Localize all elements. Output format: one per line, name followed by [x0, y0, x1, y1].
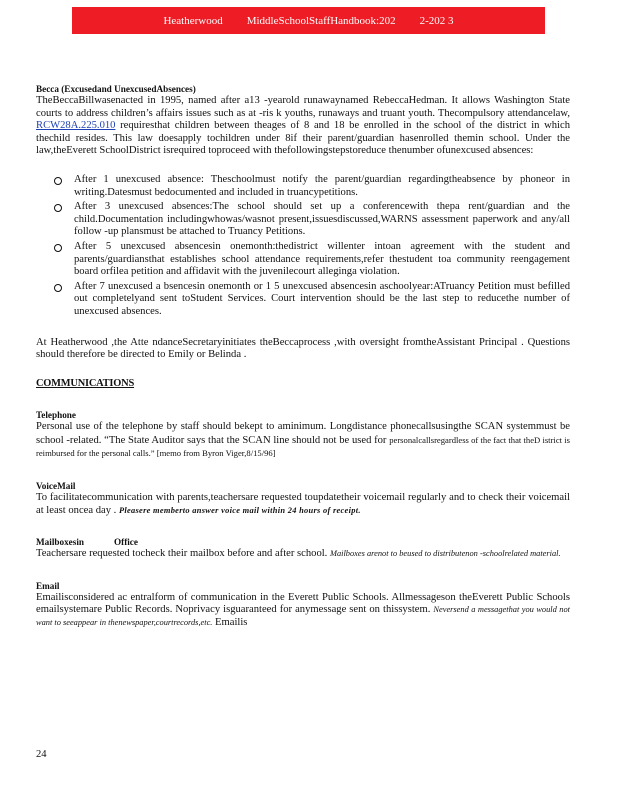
mailbox-paragraph: Teachersare requested tocheck their mailbox before and after school. Mailboxes arenot to beused to distributenon -schoolrelated material. — [36, 548, 561, 560]
circle-bullet-icon — [54, 204, 62, 212]
page-number: 24 — [36, 749, 47, 760]
header-year: 2-202 3 — [419, 14, 454, 27]
circle-bullet-icon — [54, 177, 62, 185]
page-content — [36, 84, 570, 630]
header-handbook-title: MiddleSchoolStaffHandbook:202 — [246, 14, 396, 27]
list-item: After 7 unexcused a bsencesin onemonth or 1 5 unexcused absencesin aschoolyear:ATruancy Petition must befilled out completelyand sent toStudent Services. Court intervention should be the last step to reducethe number of unexcused absences. — [54, 281, 570, 319]
becca-heading: Becca (Excusedand UnexcusedAbsences) — [36, 84, 196, 94]
becca-text-1: TheBeccaBillwasenacted in 1995, named after a13 -yearold runawaynamed RebeccaHedman. It allows Washington State courts to address children’s affairs issues such as at -ris k youths, runaways and truant youth. Thecompulsory attendancelaw, — [36, 95, 570, 119]
rcw-link[interactable]: RCW28A.225.010 — [36, 120, 116, 132]
circle-bullet-icon — [54, 284, 62, 292]
voicemail-paragraph: To facilitatecommunication with parents,teachersare requested toupdatetheir voicemail regularly and to check their voicemail at least oncea day . Pleasere memberto answer voice mail within 24 hours of receipt. — [36, 492, 570, 516]
voicemail-heading: VoiceMail — [36, 481, 76, 492]
communications-heading: COMMUNICATIONS — [36, 377, 135, 389]
telephone-heading: Telephone — [36, 410, 76, 421]
telephone-paragraph: Personal use of the telephone by staff should bekept to aminimum. Longdistance phonecallsusingthe SCAN systemmust be school -related. “The State Auditor says that the SCAN line should not be used for personalcallsregardless of the fact that theD istrict is reimbursed for the personal calls.” [memo from Byron Viger,8/15/96] — [36, 421, 570, 459]
header-school: Heatherwood — [163, 14, 223, 27]
circle-bullet-icon — [54, 244, 62, 252]
becca-steps-list — [36, 174, 570, 319]
becca-process-paragraph: At Heatherwood ,the Atte ndanceSecretaryinitiates theBeccaprocess ,with oversight fromtheAssistant Principal . Questions should therefore be directed to Emily or Belinda . — [36, 336, 570, 361]
becca-paragraph — [36, 95, 570, 158]
list-item: After 5 unexcused absencesin onemonth:thedistrict willenter intoan agreement with the student and parents/guardiansthat establishes school attendance requirements,refer thestudent toa community reengagement board orfilea petition and affidavit with the juvenilecourt alleginga violation. — [54, 241, 570, 279]
becca-text-2: requiresthat children between theages of 8 and 18 be enrolled in the school of the district in which thechild resides. This law doesapply tochildren under 8if their parent/guardian hasenrolled themin school. Under the law,theEverett SchoolDistrict isrequired toproceed with thefollowingstepstoreduce thenumber ofunexcused absences: — [36, 120, 570, 157]
list-item: After 1 unexcused absence: Theschoolmust notify the parent/guardian regardingtheabsence by phoneor in writing.Datesmust bedocumented and included in truancypetitions. — [54, 174, 570, 199]
mailbox-heading: Mailboxesin Office — [36, 537, 138, 548]
email-paragraph: Emailisconsidered ac entralform of communication in the Everett Public Schools. Allmessageson theEverett Public Schools emailsystemare Public Records. Noprivacy isguaranteed for anymessage sent on thissystem. Neversend a messagethat you would not want to seeappear in thenewspaper,courtrecords,etc. Emailis — [36, 591, 570, 629]
list-item: After 3 unexcused absences:The school should set up a conferencewith thepa rent/guardian and the child.Documentation includingwhowas/wasnot present,issuesdiscussed,WARNS assessment paperwork and any/all follow -up plansmust be attached to Truancy Petitions. — [54, 201, 570, 239]
email-heading: Email — [36, 580, 60, 591]
document-header-banner — [72, 7, 545, 34]
